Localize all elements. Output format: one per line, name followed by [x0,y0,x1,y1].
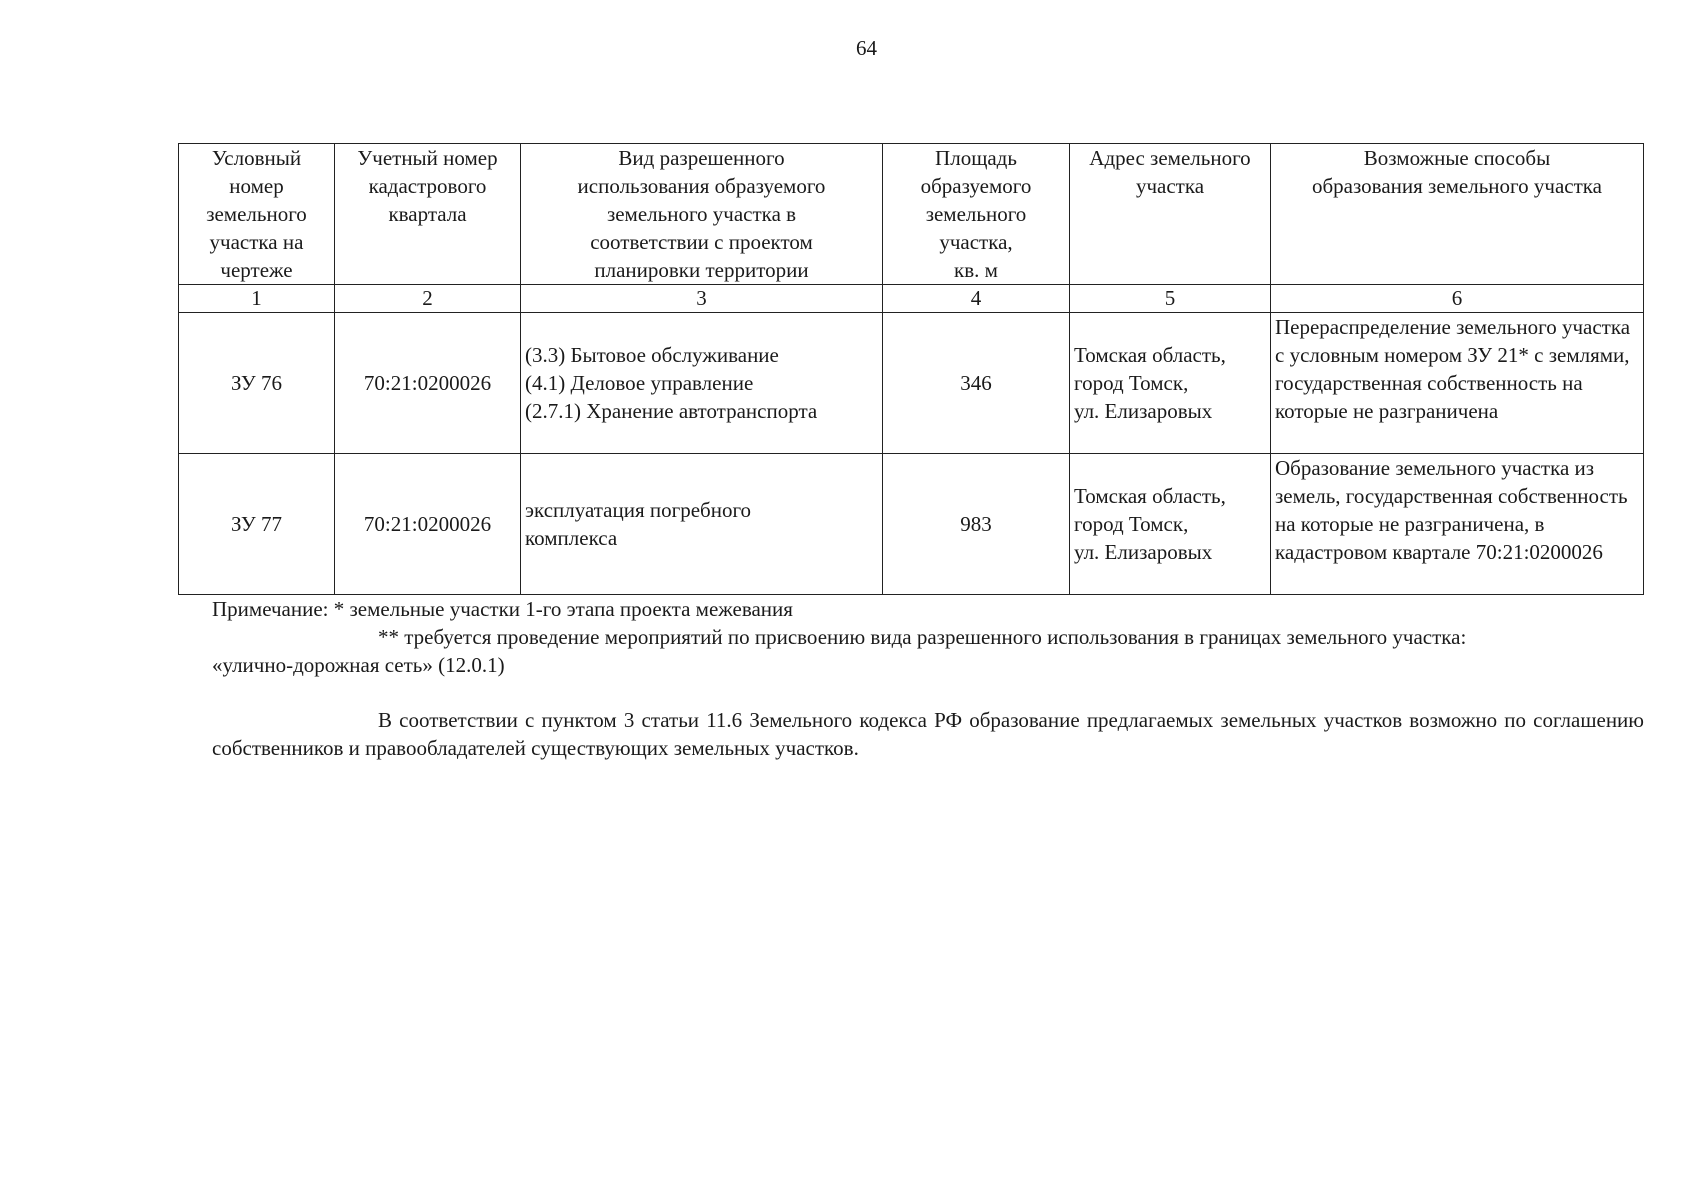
page-number: 64 [856,36,877,60]
address-cell: Томская область, город Томск, ул. Елизаровых [1070,313,1271,454]
body-paragraph: В соответствии с пунктом 3 статьи 11.6 Земельного кодекса РФ образование предлагаемых земельных участков возможно по соглашению собственников и правообладателей существующих земельных участков. [212,708,1644,760]
plot-number-cell: ЗУ 77 [179,454,335,595]
land-plots-table [178,143,1644,595]
column-number: 6 [1271,285,1644,313]
formation-method-cell: Перераспределение земельного участка с условным номером ЗУ 21* с землями, государственная собственность на которые не разграничена [1271,313,1644,454]
header-area: Площадь образуемого земельного участка, кв. м [883,144,1070,285]
table-row [179,454,1644,595]
area-cell: 346 [883,313,1070,454]
header-address: Адрес земельного участка [1070,144,1271,285]
header-permitted-use: Вид разрешенного использования образуемого земельного участка в соответствии с проектом планировки территории [521,144,883,285]
table-row [179,313,1644,454]
note-line: Примечание: * земельные участки 1-го этапа проекта межевания [212,597,793,621]
table-header-row [179,144,1644,285]
note-line: ** требуется проведение мероприятий по присвоению вида разрешенного использования в границах земельного участка: [378,625,1467,649]
formation-method-cell: Образование земельного участка из земель, государственная собственность на которые не разграничена, в кадастровом квартале 70:21:0200026 [1271,454,1644,595]
header-plot-number: Условный номер земельного участка на чертеже [179,144,335,285]
address-cell: Томская область, город Томск, ул. Елизаровых [1070,454,1271,595]
column-number: 5 [1070,285,1271,313]
column-number: 2 [335,285,521,313]
table-notes [212,595,1642,679]
permitted-use-cell: эксплуатация погребного комплекса [521,454,883,595]
header-cadastral-quarter: Учетный номер кадастрового квартала [335,144,521,285]
header-formation-method: Возможные способы образования земельного участка [1271,144,1644,285]
area-cell: 983 [883,454,1070,595]
note-line: «улично-дорожная сеть» (12.0.1) [212,653,505,677]
column-number: 4 [883,285,1070,313]
cadastral-quarter-cell: 70:21:0200026 [335,454,521,595]
plot-number-cell: ЗУ 76 [179,313,335,454]
column-number: 1 [179,285,335,313]
column-number: 3 [521,285,883,313]
permitted-use-cell: (3.3) Бытовое обслуживание (4.1) Деловое управление (2.7.1) Хранение автотранспорта [521,313,883,454]
column-number-row [179,285,1644,313]
cadastral-quarter-cell: 70:21:0200026 [335,313,521,454]
